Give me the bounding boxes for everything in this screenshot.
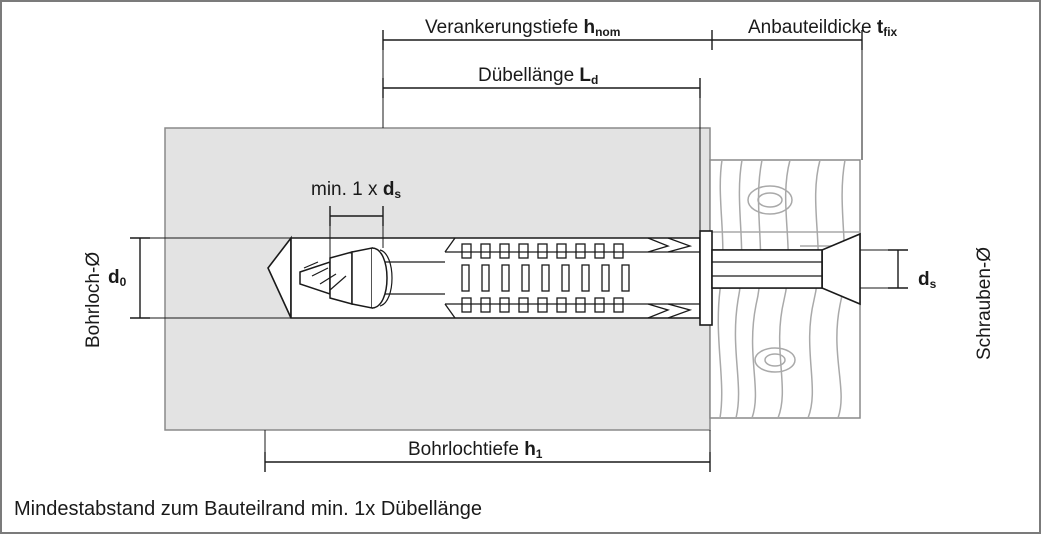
label-drill-hole-dia: Bohrloch-Ø xyxy=(83,251,104,348)
dim-screw-dia xyxy=(860,250,908,288)
dim-attachment-thickness xyxy=(712,30,862,160)
label-attachment-thickness: Anbauteildicke $t_{fix}$ xyxy=(748,17,898,39)
label-min-embed: min. 1 x $d_s$ xyxy=(311,179,402,201)
label-drill-hole-depth: Bohrlochtiefe $h_1$ xyxy=(408,439,543,461)
label-plug-length: Dübellänge $L_d$ xyxy=(478,65,599,87)
caption-min-edge-distance: Mindestabstand zum Bauteilrand min. 1x Dübellänge xyxy=(14,498,483,520)
label-anchorage-depth: Verankerungstiefe $h_{nom}$ xyxy=(425,17,621,39)
label-screw-dia: Schrauben-Ø xyxy=(974,246,995,360)
label-screw-dia-symbol: $d_s$ xyxy=(918,269,937,291)
label-drill-hole-dia-symbol: $d_0$ xyxy=(108,267,127,289)
